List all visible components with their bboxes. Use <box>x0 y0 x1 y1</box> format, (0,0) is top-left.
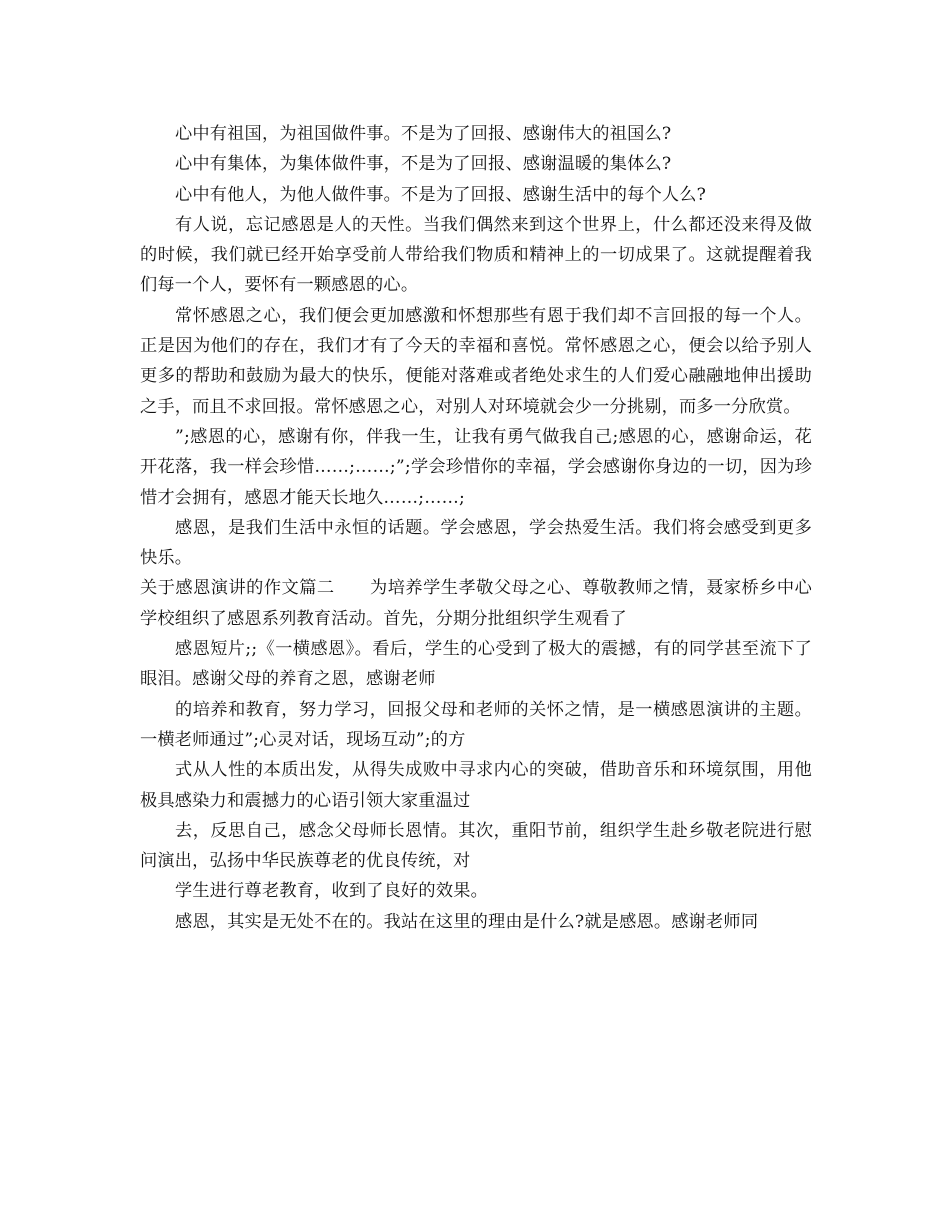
document-body <box>140 119 812 937</box>
paragraph-human-nature: 式从人性的本质出发，从得失成败中寻求内心的突破，借助音乐和环境氛围，用他极具感染力和震撼力的心语引领大家重温过 <box>140 760 812 811</box>
paragraph-nursing-home: 去，反思自己，感念父母师长恩情。其次，重阳节前，组织学生赴乡敬老院进行慰问演出，弘扬中华民族尊老的优良传统，对 <box>140 820 812 872</box>
paragraph-forgetting-gratitude: 有人说，忘记感恩是人的天性。当我们偶然来到这个世界上，什么都还没来得及做的时候，我们就已经开始享受前人带给我们物质和精神上的一切成果了。这就提醒着我们每一个人，要怀有一颗感恩的心。 <box>140 214 812 296</box>
paragraph-song-lyrics: ”;感恩的心，感谢有你，伴我一生，让我有勇气做我自己;感恩的心，感谢命运，花开花落，我一样会珍惜……;……;”;学会珍惜你的幸福，学会感谢你身边的一切，因为珍惜才会拥有，感恩才能天长地久……;……; <box>140 426 812 508</box>
paragraph-collective: 心中有集体，为集体做件事，不是为了回报、感谢温暖的集体么? <box>175 154 672 175</box>
paragraph-short-film: 感恩短片;;《一横感恩》。看后，学生的心受到了极大的震撼，有的同学甚至流下了眼泪。感谢父母的养育之恩，感谢老师 <box>140 639 812 690</box>
paragraph-grateful-heart: 常怀感恩之心，我们便会更加感激和怀想那些有恩于我们却不言回报的每一个人。正是因为他们的存在，我们才有了今天的幸福和喜悦。常怀感恩之心，便会以给予别人更多的帮助和鼓励为最大的快乐，便能对落难或者绝处求生的人们爱心融融地伸出援助之手，而且不求回报。常怀感恩之心，对别人对环境就会少一分挑剔，而多一分欣赏。 <box>140 305 812 417</box>
paragraph-eternal-topic: 感恩，是我们生活中永恒的话题。学会感恩，学会热爱生活。我们将会感受到更多快乐。 <box>140 517 812 569</box>
paragraph-others: 心中有他人，为他人做件事。不是为了回报、感谢生活中的每个人么? <box>175 184 707 205</box>
paragraph-speech-theme: 的培养和教育，努力学习，回报父母和老师的关怀之情，是一横感恩演讲的主题。一横老师通过”;心灵对话，现场互动”;的方 <box>140 699 812 750</box>
paragraph-everywhere: 感恩，其实是无处不在的。我站在这里的理由是什么?就是感恩。感谢老师同 <box>175 911 759 932</box>
paragraph-motherland: 心中有祖国，为祖国做件事。不是为了回报、感谢伟大的祖国么? <box>175 124 672 144</box>
paragraph-essay-two-heading: 关于感恩演讲的作文篇二 为培养学生孝敬父母之心、尊敬教师之情，聂家桥乡中心学校组织了感恩系列教育活动。首先，分期分批组织学生观看了 <box>140 578 812 629</box>
paragraph-respect-elders: 学生进行尊老教育，收到了良好的效果。 <box>175 881 488 902</box>
